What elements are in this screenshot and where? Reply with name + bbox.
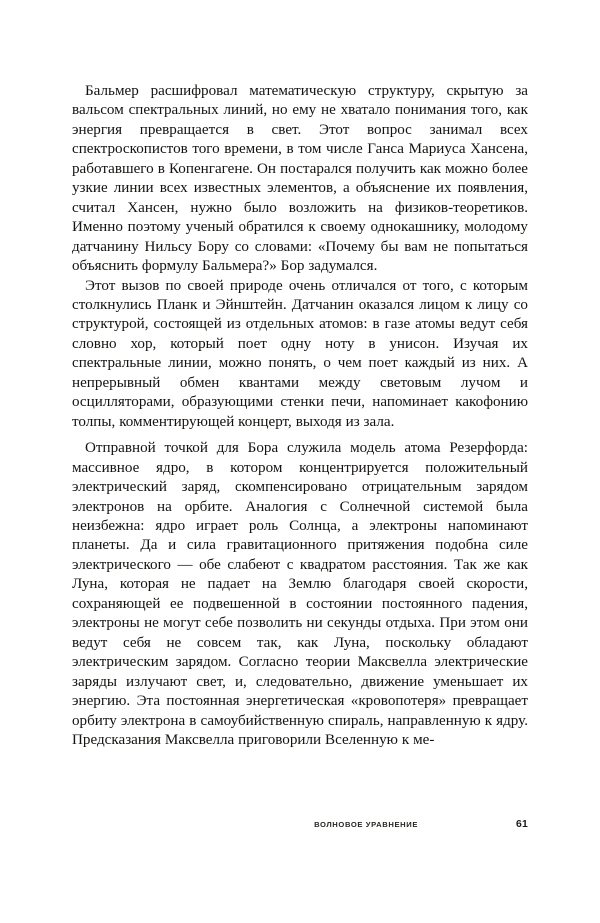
- body-paragraph: Этот вызов по своей природе очень отличался от того, с которым столкнулись Планк и Эйнштейн. Датчанин оказался лицом к лицу со структурой, состоящей из отдельных атомов: в газе атомы ведут себя словно хор, который поет одну ноту в унисон. Изучая их спектральные линии, можно понять, о чем поет каждый из них. А непрерывный обмен квантами между световым лучом и осцилляторами, образующими стенки печи, напоминает какофонию толпы, комментирующей концерт, выходя из зала.: [72, 277, 528, 430]
- page-footer: [72, 819, 528, 830]
- page-number: 61: [516, 819, 528, 830]
- body-text-column: [72, 82, 528, 750]
- running-head: ВОЛНОВОЕ УРАВНЕНИЕ: [314, 820, 419, 829]
- body-paragraph: Отправной точкой для Бора служила модель атома Резерфорда: массивное ядро, в котором концентрируется положительный электрический заряд, скомпенсировано отрицательным зарядом электронов на орбите. Аналогия с Солнечной системой была неизбежна: ядро играет роль Солнца, а электроны напоминают планеты. Да и сила гравитационного притяжения подобна силе электрического — обе слабеют с квадратом расстояния. Так же как Луна, которая не падает на Землю благодаря своей скорости, сохраняющей ее подвешенной в состоянии постоянного падения, электроны не могут себе позволить ни секунды отдыха. При этом они ведут себя не совсем так, как Луна, поскольку обладают электрическим зарядом. Согласно теории Максвелла электрические заряды излучают свет, и, следовательно, движение уменьшает их энергию. Эта постоянная энергетическая «кровопотеря» превращает орбиту электрона в самоубийственную спираль, направленную к ядру. Предсказания Максвелла приговорили Вселенную к ме-: [72, 440, 528, 748]
- body-paragraph: Бальмер расшифровал математическую структуру, скрытую за вальсом спектральных линий, но ему не хватало понимания того, как энергия превращается в свет. Этот вопрос занимал всех спектроскопистов того времени, в том числе Ганса Мариуса Хансена, работавшего в Копенгагене. Он постарался получить как можно более узкие линии всех известных элементов, а объяснение их появления, считал Хансен, нужно было возложить на физиков-теоретиков. Именно поэтому ученый обратился к своему однокашнику, молодому датчанину Нильсу Бору со словами: «Почему бы вам не попытаться объяснить формулу Бальмера?» Бор задумался.: [72, 83, 528, 275]
